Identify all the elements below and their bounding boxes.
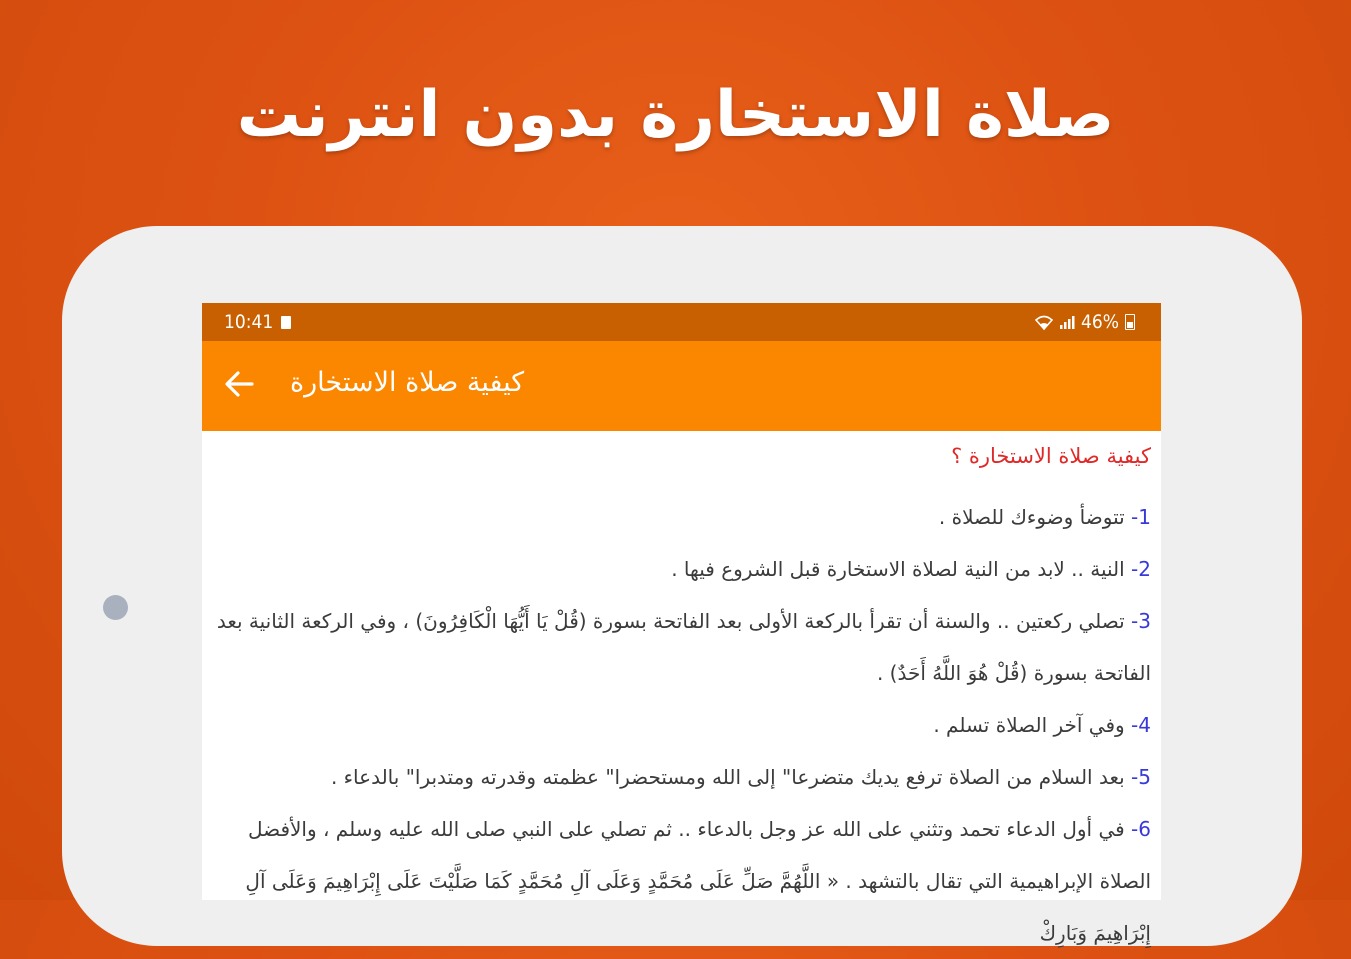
step-number: 2-: [1131, 557, 1151, 581]
step-number: 6-: [1131, 817, 1151, 841]
tablet-camera: [103, 595, 128, 620]
step-text: وفي آخر الصلاة تسلم .: [933, 713, 1132, 737]
content-heading: كيفية صلاة الاستخارة ؟: [951, 444, 1151, 468]
step-item: [216, 699, 1151, 751]
step-number: 1-: [1131, 505, 1151, 529]
step-number: 4-: [1131, 713, 1151, 737]
promo-headline: صلاة الاستخارة بدون انترنت: [236, 78, 1115, 152]
step-text: النية .. لابد من النية لصلاة الاستخارة قبل الشروع فيها .: [671, 557, 1132, 581]
wifi-icon: [1035, 315, 1053, 330]
device-screen: [202, 303, 1161, 945]
article-content: [202, 431, 1161, 959]
step-text: في أول الدعاء تحمد وتثني على الله عز وجل بالدعاء .. ثم تصلي على النبي صلى الله عليه وسلم ، والأفضل الصلاة الإبراهيمية التي تقال بالتشهد . « اللَّهُمَّ صَلِّ عَلَى مُحَمَّدٍ وَعَلَى آلِ مُحَمَّدٍ كَمَا صَلَّيْتَ عَلَى إِبْرَاهِيمَ وَعَلَى آلِ إِبْرَاهِيمَ وَبَارِكْ: [245, 817, 1151, 945]
sim-card-icon: [281, 316, 291, 329]
battery-percent: 46%: [1081, 311, 1119, 333]
status-bar: [202, 303, 1161, 341]
step-text: تتوضأ وضوءك للصلاة .: [938, 505, 1132, 529]
step-text: بعد السلام من الصلاة ترفع يديك متضرعا" إلى الله ومستحضرا" عظمته وقدرته ومتدبرا" بالدعاء .: [330, 765, 1132, 789]
step-item: [216, 543, 1151, 595]
step-item: [216, 595, 1151, 699]
arrow-left-icon: [222, 367, 256, 405]
step-item: [216, 803, 1151, 959]
step-item: [216, 491, 1151, 543]
app-bar: [202, 341, 1161, 431]
status-time: 10:41: [224, 311, 274, 333]
step-number: 3-: [1131, 609, 1151, 633]
step-item: [216, 751, 1151, 803]
battery-icon: [1125, 314, 1135, 330]
step-number: 5-: [1131, 765, 1151, 789]
app-bar-title: كيفية صلاة الاستخارة: [290, 367, 525, 398]
back-button[interactable]: [216, 363, 262, 409]
step-text: تصلي ركعتين .. والسنة أن تقرأ بالركعة الأولى بعد الفاتحة بسورة (قُلْ يَا أَيُّهَا الْكَافِرُونَ) ، وفي الركعة الثانية بعد الفاتحة بسورة (قُلْ هُوَ اللَّهُ أَحَدٌ) .: [216, 609, 1151, 685]
signal-icon: [1059, 315, 1075, 330]
